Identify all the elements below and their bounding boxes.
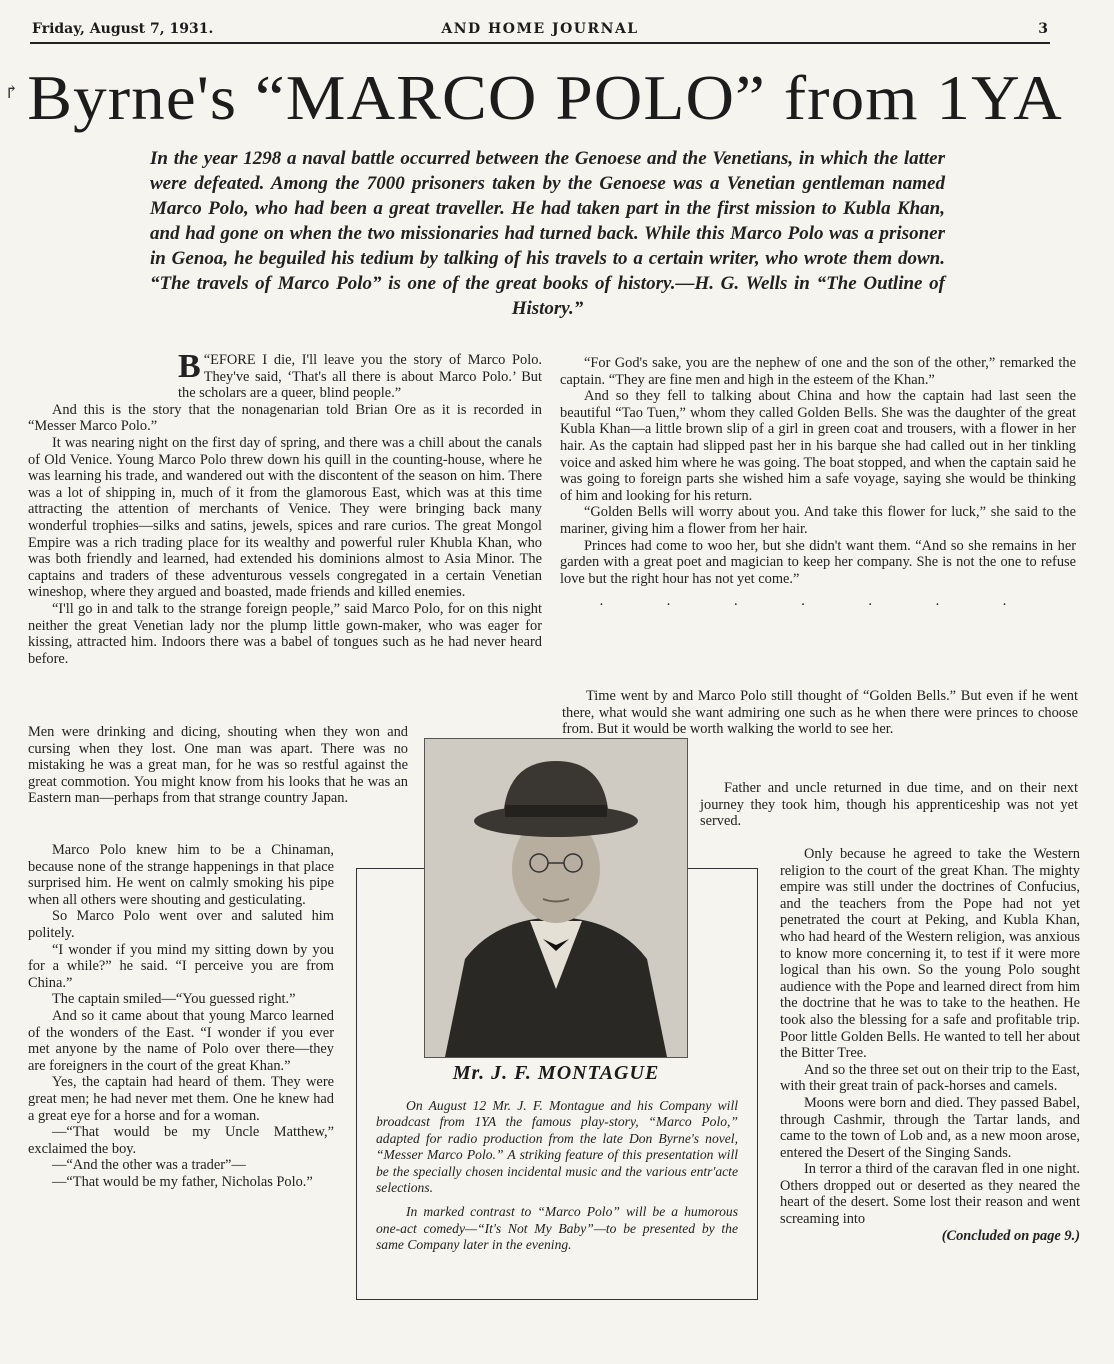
caption-paragraph: On August 12 Mr. J. F. Montague and his Company will broadcast from 1YA the famous play-story, “Marco Polo,” adapted for radio production from the late Don Byrne's novel, “Messer Marco Polo.” A striking feature of this presentation will be the specially chosen incidental music and the various entr'acte selections.	[376, 1098, 738, 1196]
paragraph: The captain smiled—“You guessed right.”	[52, 991, 296, 1008]
paragraph: Men were drinking and dicing, shouting when they won and cursing when they lost. One man was apart. There was no mistaking he was a great man, for he was so restful against the great commotion. You might know from his looks that he was an Eastern man—perhaps from that strange country Japan.	[28, 724, 408, 807]
paragraph: “I wonder if you mind my sitting down by you for a while?” he said. “I perceive you are from China.”	[28, 941, 334, 991]
paragraph: And so the three set out on their trip to the East, with their great train of pack-horses and camels.	[780, 1061, 1080, 1095]
article-column-1-continued	[28, 724, 408, 807]
paragraph: Yes, the captain had heard of them. They were great men; he had never met them. One he knew had a great eye for a horse and for a woman.	[28, 1074, 334, 1124]
paragraph-text: EFORE I die, I'll leave you the story of Marco Polo. They've said, ‘That's all there is about Marco Polo.’ But the scholars are a queer, blind people.”	[178, 352, 542, 402]
article-column-2-mid	[562, 688, 1078, 738]
paragraph: So Marco Polo went over and saluted him politely.	[28, 908, 334, 941]
continuation-note: (Concluded on page 9.)	[941, 1227, 1080, 1244]
paragraph: It was nearing night on the first day of spring, and there was a chill about the canals of Old Venice. Young Marco Polo threw down his quill in the counting-house, where he was learning his trade, and wandered out with the discontent of the season on him. There was a lot of shipping in, much of it from the glamorous East, which was at this time attracting the attention of merchants of Venice. They were bringing back many wonderful trophies—silks and satins, jewels, spices and rare curios. The great Mongol Empire was a rich trading place for its wealthy and powerful ruler Khubla Khan, who was both friendly and learned, had extended his dominions almost to Asia Minor. The captains and traders of these adventurous vessels congregated in a certain Venetian wineshop, where they argued and boasted, made friends and killed enemies.	[28, 434, 542, 601]
article-column-1	[28, 348, 542, 667]
margin-mark: ↱	[4, 82, 20, 102]
caption-name: Mr. J. F. MONTAGUE	[452, 1062, 660, 1084]
portrait-photo	[424, 738, 688, 1058]
headline: Byrne's “MARCO POLO” from 1YA	[27, 62, 1063, 133]
journal-title: AND HOME JOURNAL	[441, 21, 639, 37]
paragraph: And this is the story that the nonagenarian told Brian Ore as it is recorded in “Messer Marco Polo.”	[28, 401, 542, 435]
paragraph: “Golden Bells will worry about you. And take this flower for luck,” she said to the mariner, giving him a flower from her hair.	[560, 504, 1076, 537]
paragraph: And so they fell to talking about China and how the captain had last seen the beautiful “Tao Tuen,” whom they called Golden Bells. She was the daughter of the great Kubla Khan—a little brown slip of a girl in green coat and trousers, with a flower in her hair. As the captain had slipped past her in his barque she had called out in her tinkling voice and asked him where he was going. The boat stopped, and when the captain said he was going to foreign parts she wished him a safe voyage, saying she would be thinking of him and looking for his return.	[560, 388, 1076, 504]
paragraph: Time went by and Marco Polo still thought of “Golden Bells.” But even if he went there, what would she want admiring one such as he when there were princes to choose from. But it would be worth walking the world to see her.	[562, 688, 1078, 738]
paragraph: “I'll go in and talk to the strange foreign people,” said Marco Polo, for on this night neither the great Venetian lady nor the plump little gown-maker, who was eager for kissing, attracted him. Indoors there was a babel of tongues such as he had never heard before.	[28, 600, 542, 667]
intro-quote: In the year 1298 a naval battle occurred between the Genoese and the Venetians, in which the latter were defeated. Among the 7000 prisoners taken by the Genoese was a Venetian gentleman named Marco Polo, who had been a great traveller. He had taken part in the first mission to Kubla Khan, and had gone on when the two missionaries had turned back. While this Marco Polo was a prisoner in Genoa, he beguiled his tedium by talking of his travels to a certain writer, who wrote them down. “The travels of Marco Polo” is one of the great books of history.—H. G. Wells in “The Outline of History.”	[150, 148, 945, 319]
article-column-2-narrowest	[780, 846, 1080, 1244]
paragraph: Father and uncle returned in due time, and on their next journey they took him, though his apprenticeship was not yet served.	[700, 780, 1078, 830]
paragraph: Marco Polo knew him to be a Chinaman, because none of the strange happenings in that place surprised him. He went on calmly smoking his pipe when all others were shouting and gesticulating.	[28, 842, 334, 908]
paragraph: And so it came about that young Marco learned of the wonders of the East. “I wonder if you ever met anyone by the name of Polo over there—they are foreigners in the court of the great Khan.”	[28, 1007, 334, 1074]
paragraph: Moons were born and died. They passed Babel, through Cashmir, through the Tartar lands, and came to the town of Lob and, as a new moon arose, entered the Desert of the Singing Sands.	[780, 1094, 1080, 1161]
section-break-dots: . . . . . . .	[599, 593, 1037, 610]
portrait-illustration	[425, 739, 687, 1057]
issue-date: Friday, August 7, 1931.	[32, 21, 214, 37]
paragraph: “For God's sake, you are the nephew of one and the son of the other,” remarked the captain. “They are fine men and high in the esteem of the Khan.”	[560, 355, 1076, 388]
paragraph: —“That would be my father, Nicholas Polo.”	[52, 1173, 313, 1190]
drop-cap: B	[178, 348, 201, 385]
paragraph: —“And the other was a trader”—	[52, 1157, 246, 1174]
page-header	[30, 18, 1050, 44]
page-number: 3	[1038, 21, 1048, 37]
open-quote: “	[203, 352, 211, 368]
article-column-2-narrow	[700, 780, 1078, 830]
opening-paragraph	[28, 348, 542, 402]
photo-caption	[376, 1098, 738, 1262]
article-column-2	[560, 355, 1076, 610]
paragraph: Princes had come to woo her, but she didn't want them. “And so she remains in her garden with a great poet and magician to keep her company. She is not the one to refuse love but the right hour has not yet come.”	[560, 537, 1076, 587]
caption-paragraph: In marked contrast to “Marco Polo” will be a humorous one-act comedy—“It's Not My Baby”—to be presented by the same Company later in the evening.	[376, 1204, 738, 1253]
paragraph: Only because he agreed to take the Western religion to the court of the great Khan. The mighty empire was still under the doctrines of Confucius, and the teachers from the Pope had not yet penetrated the court at Peking, and Kubla Khan, who had heard of the Western religion, was anxious to know more concerning it, to test if it were more logical than his own. So the young Polo sought audience with the Pope and learned direct from him the doctrine that he was to take to the heathen. He took also the blessing for a safe and profitable trip. Poor little Golden Bells. He wanted to tell her about the Bitter Tree.	[780, 846, 1080, 1062]
paragraph: In terror a third of the caravan fled in one night. Others dropped out or deserted as they neared the heart of the desert. Some lost their reason and went screaming into	[780, 1161, 1080, 1228]
paragraph: —“That would be my Uncle Matthew,” exclaimed the boy.	[28, 1124, 334, 1157]
article-column-1-narrow	[28, 842, 334, 1190]
